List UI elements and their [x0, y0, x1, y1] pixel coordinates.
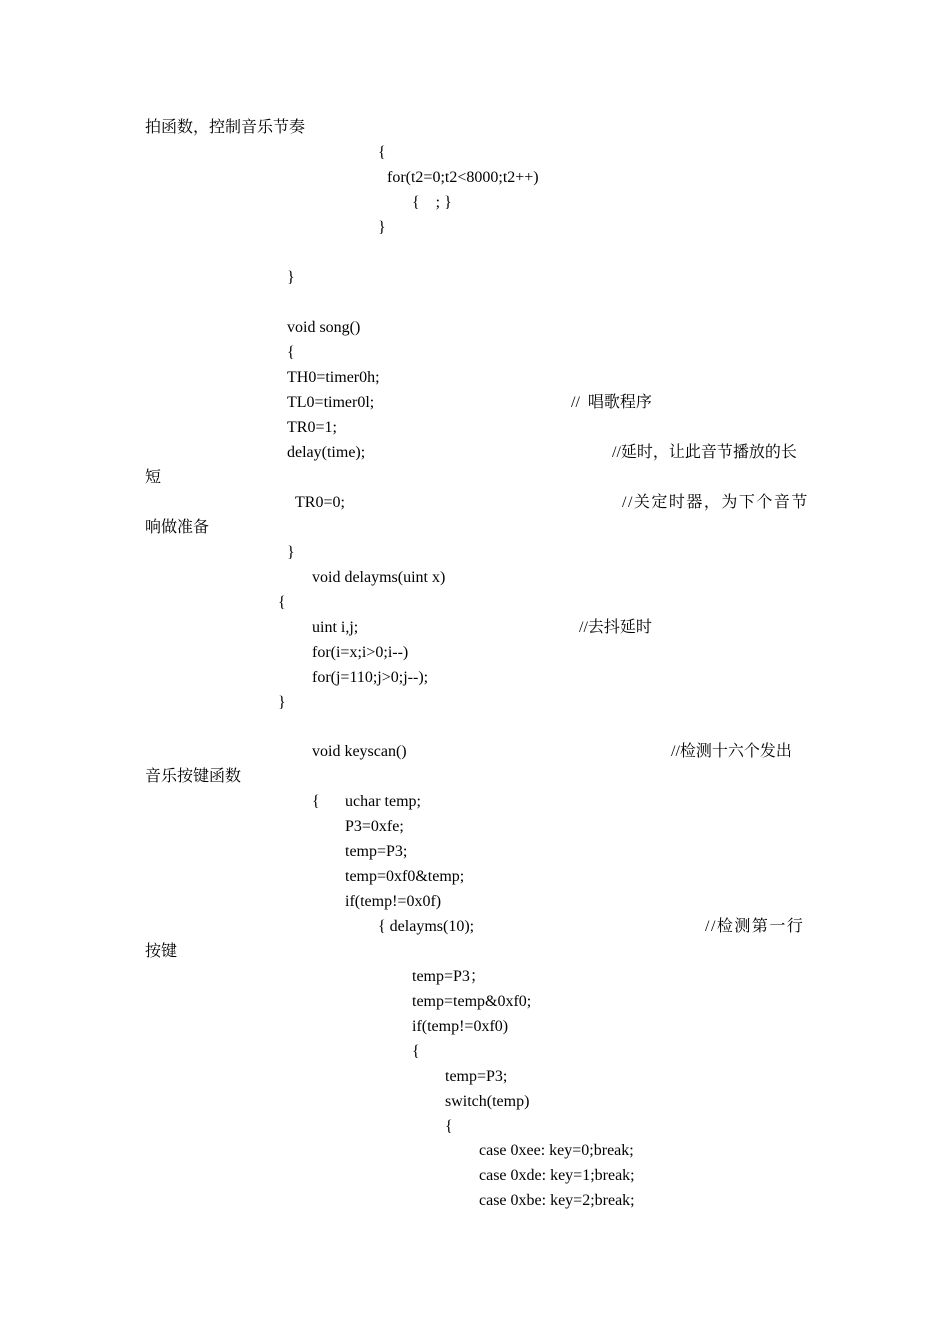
code-line: }: [287, 544, 295, 561]
code-line: if(temp!=0x0f): [345, 893, 442, 910]
code-line: { ; }: [412, 194, 452, 211]
code-line: delay(time);: [287, 444, 366, 461]
code-line: TR0=0;: [295, 494, 345, 511]
text-line: 音乐按键函数: [145, 768, 242, 785]
code-line: for(t2=0;t2<8000;t2++): [387, 169, 539, 186]
code-line: temp=P3；: [412, 968, 486, 985]
text-line: 响做准备: [145, 519, 210, 536]
code-line: {: [445, 1118, 453, 1135]
code-line: void delayms(uint x): [312, 569, 446, 586]
code-line: {: [412, 1043, 420, 1060]
code-line: {: [378, 144, 386, 161]
code-line: case 0xbe: key=2;break;: [479, 1192, 635, 1209]
code-line: case 0xde: key=1;break;: [479, 1167, 635, 1184]
code-line: TH0=timer0h;: [287, 369, 380, 386]
text-line: 按键: [145, 943, 178, 960]
code-line: temp=P3;: [445, 1068, 508, 1085]
text-line: 拍函数，控制音乐节奏: [145, 119, 306, 136]
code-comment: //去抖延时: [579, 619, 652, 636]
code-comment: //延时，让此音节播放的长: [612, 444, 797, 461]
code-line: for(j=110;j>0;j--);: [312, 669, 429, 686]
code-line: void song(): [287, 319, 361, 336]
code-comment: // 唱歌程序: [571, 394, 652, 411]
code-line: P3=0xfe;: [345, 818, 404, 835]
code-line: if(temp!=0xf0): [412, 1018, 509, 1035]
code-line: temp=temp&0xf0;: [412, 993, 532, 1010]
code-line: {: [312, 793, 320, 810]
code-comment: //检测十六个发出: [671, 743, 792, 760]
code-line: }: [287, 269, 295, 286]
code-line: {: [278, 594, 286, 611]
code-comment: //关定时器，为下个音节: [622, 494, 809, 511]
code-line: TL0=timer0l;: [287, 394, 375, 411]
code-line: }: [378, 219, 386, 236]
code-line: { delayms(10);: [378, 918, 475, 935]
code-line: TR0=1;: [287, 419, 337, 436]
code-line: }: [278, 694, 286, 711]
code-comment: //检测第一行: [705, 918, 805, 935]
code-line: uint i,j;: [312, 619, 359, 636]
code-line: uchar temp;: [345, 793, 421, 810]
code-line: case 0xee: key=0;break;: [479, 1142, 634, 1159]
code-line: {: [287, 344, 295, 361]
code-line: temp=0xf0&temp;: [345, 868, 465, 885]
code-line: for(i=x;i>0;i--): [312, 644, 409, 661]
code-line: switch(temp): [445, 1093, 530, 1110]
code-line: temp=P3;: [345, 843, 408, 860]
text-line: 短: [145, 469, 162, 486]
code-line: void keyscan(): [312, 743, 407, 760]
